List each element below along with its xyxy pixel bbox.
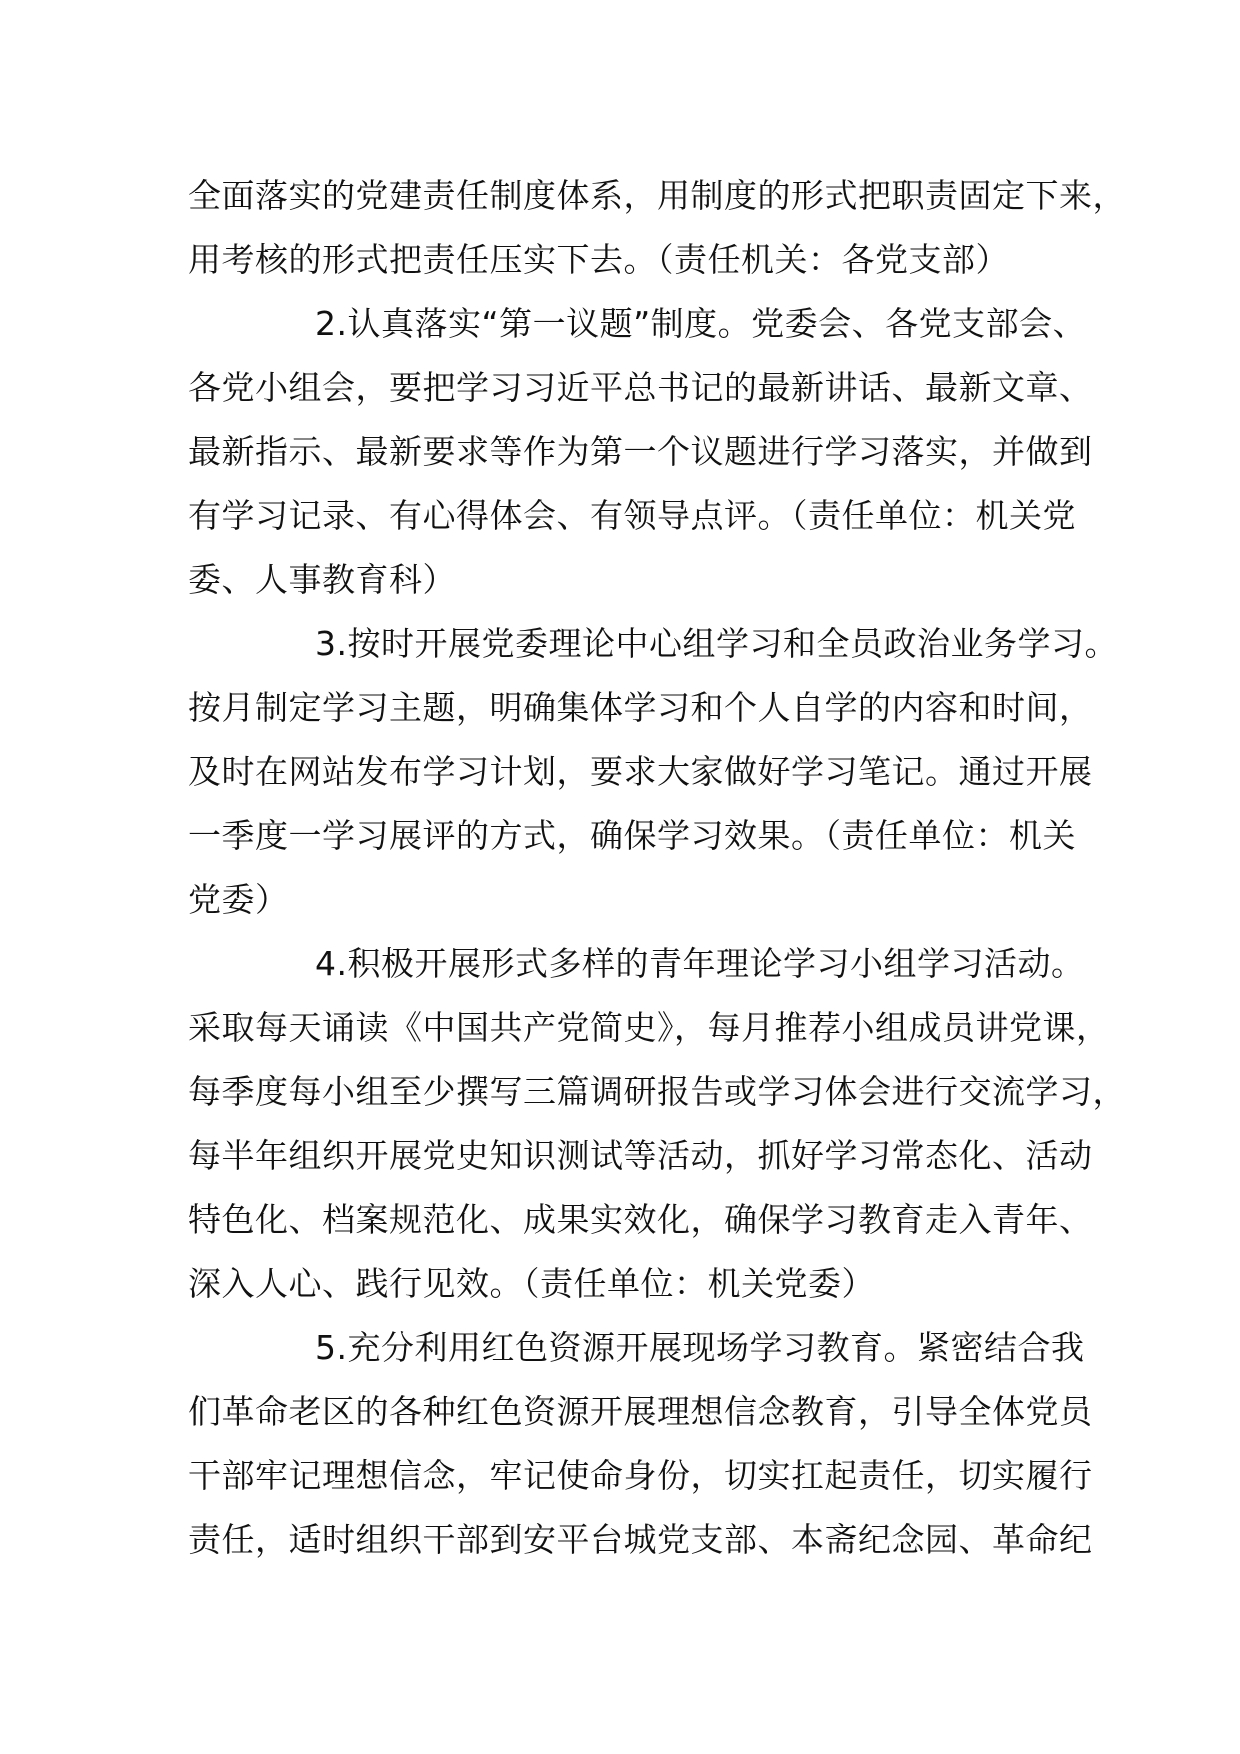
text-line: 有学习记录、有心得体会、有领导点评。（责任单位：机关党 [188, 496, 1076, 535]
text-line: 及时在网站发布学习计划，要求大家做好学习笔记。通过开展 [188, 752, 1093, 791]
text-line: 用考核的形式把责任压实下去。（责任机关：各党支部） [188, 240, 1009, 279]
text-line: 党委） [188, 880, 289, 919]
text-line: 全面落实的党建责任制度体系，用制度的形式把职责固定下来， [188, 176, 1126, 215]
text-line: 委、人事教育科） [188, 560, 456, 599]
text-line: 们革命老区的各种红色资源开展理想信念教育，引导全体党员 [188, 1392, 1093, 1431]
text-line: 最新指示、最新要求等作为第一个议题进行学习落实，并做到 [188, 432, 1093, 471]
text-line: 特色化、档案规范化、成果实效化，确保学习教育走入青年、 [188, 1200, 1093, 1239]
paragraph-first-line: 5.充分利用红色资源开展现场学习教育。紧密结合我 [315, 1328, 1085, 1367]
text-line: 每半年组织开展党史知识测试等活动，抓好学习常态化、活动 [188, 1136, 1093, 1175]
text-line: 深入人心、践行见效。（责任单位：机关党委） [188, 1264, 875, 1303]
text-line: 责任，适时组织干部到安平台城党支部、本斋纪念园、革命纪 [188, 1520, 1093, 1559]
text-line: 采取每天诵读《中国共产党简史》，每月推荐小组成员讲党课， [188, 1008, 1110, 1047]
text-line: 干部牢记理想信念，牢记使命身份，切实扛起责任，切实履行 [188, 1456, 1093, 1495]
text-line: 按月制定学习主题，明确集体学习和个人自学的内容和时间， [188, 688, 1093, 727]
text-line: 每季度每小组至少撰写三篇调研报告或学习体会进行交流学习， [188, 1072, 1126, 1111]
paragraph-first-line: 3.按时开展党委理论中心组学习和全员政治业务学习。 [315, 624, 1118, 663]
text-line: 各党小组会，要把学习习近平总书记的最新讲话、最新文章、 [188, 368, 1093, 407]
text-line: 一季度一学习展评的方式，确保学习效果。（责任单位：机关 [188, 816, 1076, 855]
body-text [188, 164, 1126, 1572]
paragraph-first-line: 4.积极开展形式多样的青年理论学习小组学习活动。 [315, 944, 1085, 983]
paragraph-first-line: 2.认真落实“第一议题”制度。党委会、各党支部会、 [315, 304, 1087, 343]
